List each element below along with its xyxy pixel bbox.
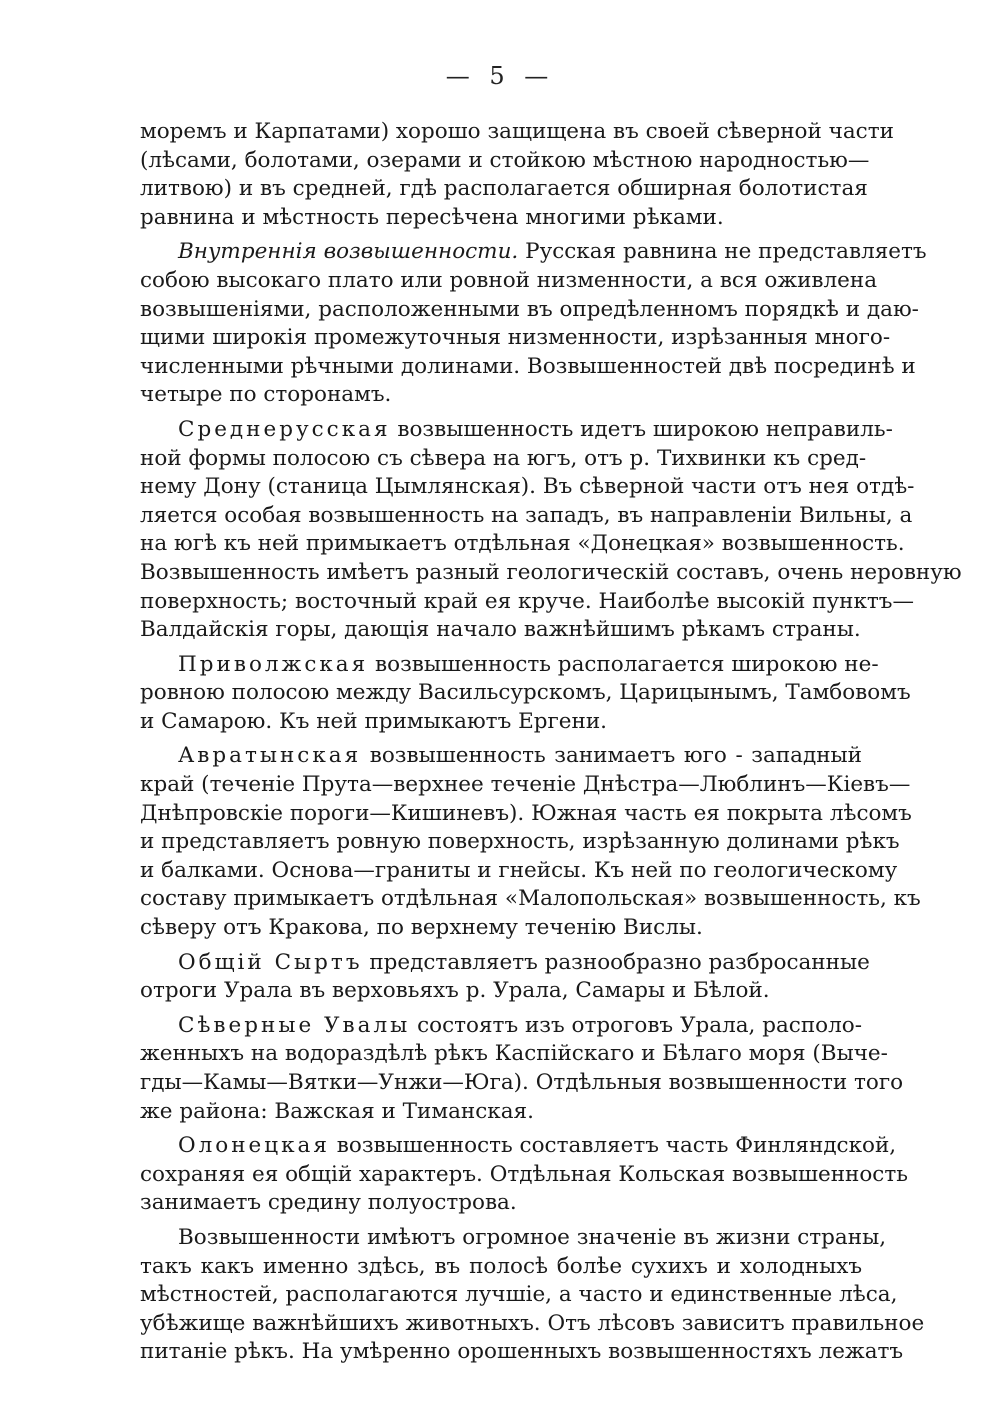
text-fragment: состоятъ изъ отроговъ Урала, располо- <box>410 1012 862 1038</box>
text-line: составу примыкаетъ отдѣльная «Малопольская» возвышенность, къ <box>140 886 921 912</box>
term-volga: Приволжская <box>178 651 369 677</box>
text-line: ляется особая возвышенность на западъ, въ направленіи Вильны, а <box>140 502 913 528</box>
text-line <box>140 949 870 978</box>
text-line <box>140 1012 862 1041</box>
text-line: собою высокаго плато или ровной низменности, а вся оживлена <box>140 267 878 293</box>
text-line: Валдайскія горы, дающія начало важнѣйшимъ рѣкамъ страны. <box>140 617 861 643</box>
text-line: ной формы полосою съ сѣвера на югъ, отъ р. Тихвинки къ сред- <box>140 445 867 471</box>
paragraph-significance <box>140 1224 925 1367</box>
text-line: убѣжище важнѣйшихъ животныхъ. Отъ лѣсовъ зависитъ правильное <box>140 1310 925 1336</box>
text-fragment: возвышенность занимаетъ юго - западный <box>361 743 862 769</box>
text-line: моремъ и Карпатами) хорошо защищена въ своей сѣверной части <box>140 119 894 144</box>
text-line <box>140 238 927 267</box>
text-line: литвою) и въ средней, гдѣ располагается обширная болотистая <box>140 176 868 202</box>
paragraph-northern-uvaly <box>140 1012 904 1126</box>
text-line: ровною полосою между Васильсурскомъ, Царицынымъ, Тамбовомъ <box>140 680 911 706</box>
text-line <box>140 1132 897 1161</box>
section-heading-inner-uplands: Внутреннія возвышенности. <box>178 239 519 265</box>
term-olonets: Олонецкая <box>178 1133 330 1159</box>
term-obshchiy-syrt: Общій Сыртъ <box>178 949 363 975</box>
text-line: Возвышенности имѣютъ огромное значеніе въ жизни страны, <box>178 1224 887 1250</box>
term-avratyn: Авратынская <box>178 743 362 769</box>
text-fragment: возвышенность идетъ широкою неправиль- <box>390 416 893 442</box>
paragraph-volga-upland <box>140 651 911 737</box>
text-line <box>140 742 862 771</box>
text-line: равнина и мѣстность пересѣчена многими рѣками. <box>140 204 724 230</box>
text-line: отроги Урала въ верховьяхъ р. Урала, Самары и Бѣлой. <box>140 978 770 1004</box>
paragraph-olonets-upland <box>140 1132 908 1218</box>
text-fragment: Русская равнина не представляетъ <box>518 239 927 265</box>
text-line: гды—Камы—Вятки—Унжи—Юга). Отдѣльныя возвышенности того <box>140 1070 904 1095</box>
paragraph-continuation <box>140 118 894 232</box>
paragraph-inner-uplands <box>140 238 927 410</box>
text-line <box>140 416 893 445</box>
text-line: щими широкія промежуточныя низменности, изрѣзанныя много- <box>140 325 891 351</box>
text-fragment: возвышенность располагается широкою не- <box>368 651 879 677</box>
text-line: на югѣ къ ней примыкаетъ отдѣльная «Донецкая» возвышенность. <box>140 531 905 557</box>
text-line: и балками. Основа—граниты и гнейсы. Къ ней по геологическому <box>140 857 898 883</box>
text-line: занимаетъ средину полуострова. <box>140 1190 517 1216</box>
text-line: питаніе рѣкъ. На умѣренно орошенныхъ возвышенностяхъ лежатъ <box>140 1339 904 1365</box>
text-line: нему Дону (станица Цымлянская). Въ сѣверной части отъ нея отдѣ- <box>140 474 915 500</box>
text-line: сохраняя ея общій характеръ. Отдѣльная Кольская возвышенность <box>140 1161 908 1187</box>
text-line: сѣверу отъ Кракова, по верхнему теченію Вислы. <box>140 915 703 941</box>
paragraph-obshchiy-syrt <box>140 949 870 1006</box>
term-central-russian: Среднерусская <box>178 416 391 442</box>
text-line: женныхъ на водораздѣлѣ рѣкъ Каспійскаго и Бѣлаго моря (Выче- <box>140 1041 888 1067</box>
text-line: (лѣсами, болотами, озерами и стойкою мѣстною народностью— <box>140 147 870 173</box>
text-line: численными рѣчными долинами. Возвышенностей двѣ посрединѣ и <box>140 353 916 379</box>
text-line <box>140 651 879 680</box>
text-line: такъ какъ именно здѣсь, въ полосѣ болѣе сухихъ и холодныхъ <box>140 1253 862 1279</box>
text-line: поверхность; восточный край ея круче. Наиболѣе высокій пунктъ— <box>140 588 914 614</box>
text-line: мѣстностей, располагаются лучшіе, а часто и единственные лѣса, <box>140 1282 898 1308</box>
page-number: — 5 — <box>445 62 555 90</box>
text-line: же района: Важская и Тиманская. <box>140 1098 534 1124</box>
body-text <box>140 118 962 1373</box>
paragraph-avratyn-upland <box>140 742 921 942</box>
text-line: и Самарою. Къ ней примыкаютъ Ергени. <box>140 708 608 734</box>
text-line: край (теченіе Прута—верхнее теченіе Днѣстра—Люблинъ—Кіевъ— <box>140 772 911 798</box>
text-line: возвышеніями, расположенными въ опредѣленномъ порядкѣ и даю- <box>140 296 919 322</box>
text-line: Возвышенность имѣетъ разный геологическій составъ, очень неровную <box>140 559 962 585</box>
text-line: и представляетъ ровную поверхность, изрѣзанную долинами рѣкъ <box>140 829 900 855</box>
text-line: Днѣпровскіе пороги—Кишиневъ). Южная часть ея покрыта лѣсомъ <box>140 800 912 826</box>
term-northern-uvaly: Сѣверные Увалы <box>178 1012 411 1038</box>
text-fragment: представляетъ разнообразно разбросанные <box>362 949 870 975</box>
paragraph-central-russian-upland <box>140 416 962 645</box>
text-line: четыре по сторонамъ. <box>140 382 392 408</box>
text-fragment: возвышенность составляетъ часть Финляндской, <box>329 1133 897 1159</box>
